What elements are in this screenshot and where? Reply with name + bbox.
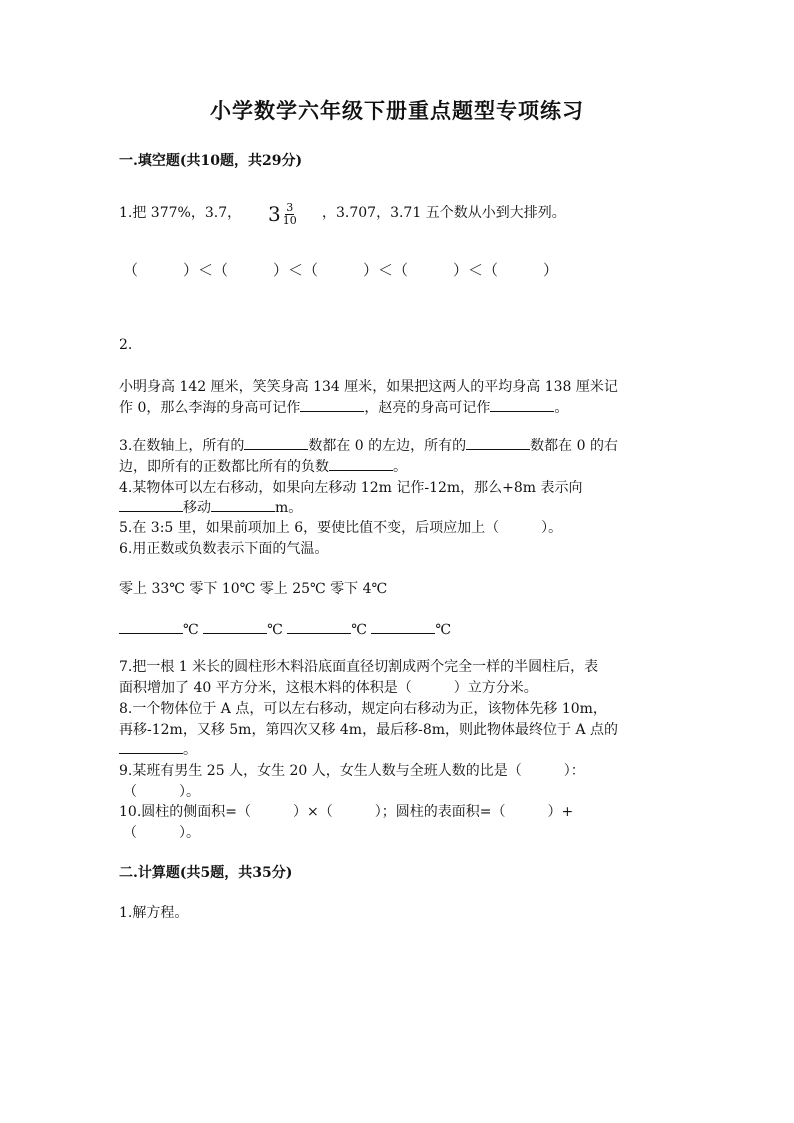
answer-blank[interactable]	[371, 619, 435, 634]
answer-blank[interactable]	[300, 397, 364, 412]
section-heading-fill-in: 一.填空题(共10题，共29分)	[119, 153, 303, 169]
question-6: 6.用正数或负数表示下面的气温。	[119, 541, 329, 557]
question-10-line-2: （ ）。	[123, 825, 200, 841]
page-title: 小学数学六年级下册重点题型专项练习	[210, 98, 584, 123]
answer-blank[interactable]	[211, 497, 275, 512]
question-6-temperatures: 零上 33℃ 零下 10℃ 零上 25℃ 零下 4℃	[119, 581, 388, 597]
question-3-text-e: 。	[393, 459, 407, 475]
celsius-unit: ℃	[183, 622, 199, 638]
question-8-line-3	[119, 739, 197, 759]
question-3-text-d: 边，即所有的正数都比所有的负数	[119, 459, 329, 475]
question-3-line-1	[119, 435, 618, 455]
answer-blank[interactable]	[244, 435, 308, 450]
answer-blank[interactable]	[466, 435, 530, 450]
question-9-line-2: （ ）。	[123, 784, 200, 800]
celsius-unit: ℃	[267, 622, 283, 638]
question-3-line-2	[119, 456, 407, 476]
question-4-text-b: m。	[275, 500, 303, 516]
celsius-unit: ℃	[435, 622, 452, 638]
answer-blank[interactable]	[490, 397, 554, 412]
question-2-text-c: 。	[554, 400, 569, 416]
question-6-answers	[119, 619, 451, 638]
question-5: 5.在 3:5 里，如果前项加上 6，要使比值不变，后项应加上（ ）。	[119, 520, 563, 536]
section-heading-calculation: 二.计算题(共5题，共35分)	[119, 865, 293, 881]
question-8-line-1: 8.一个物体位于 A 点，可以左右移动，规定向右移动为正，该物体先移 10m，	[119, 701, 607, 717]
question-1-ordering: （ ）＜（ ）＜（ ）＜（ ）＜（ ）	[123, 261, 559, 279]
answer-blank[interactable]	[329, 456, 393, 471]
celsius-unit: ℃	[351, 622, 367, 638]
question-1-before: 1.把 377%，3.7，	[119, 205, 242, 221]
question-9-line-1: 9.某班有男生 25 人，女生 20 人，女生人数与全班人数的比是（ ）：	[119, 763, 585, 779]
answer-blank[interactable]	[203, 619, 267, 634]
fraction-whole: 3	[268, 202, 281, 226]
fraction	[283, 202, 297, 227]
question-8-text-end: 。	[183, 742, 197, 758]
answer-blank[interactable]	[287, 619, 351, 634]
question-4-text-a: 移动	[183, 500, 211, 516]
question-3-text-a: 3.在数轴上，所有的	[119, 438, 245, 454]
question-4-line-1: 4.某物体可以左右移动，如果向左移动 12m 记作-12m，那么+8m 表示向	[119, 480, 583, 496]
question-10-line-1: 10.圆柱的侧面积=（ ）×（ ）；圆柱的表面积=（ ）+	[119, 804, 574, 820]
answer-blank[interactable]	[119, 619, 183, 634]
question-8-line-2: 再移-12m，又移 5m，第四次又移 4m，最后移-8m，则此物体最终位于 A 点的	[119, 722, 619, 738]
question-2-text-a: 作 0，那么李海的身高可记作	[119, 400, 301, 416]
question-2-line-1: 小明身高 142 厘米，笑笑身高 134 厘米，如果把这两人的平均身高 138 厘米记	[119, 379, 618, 395]
fraction-denominator: 10	[282, 213, 297, 227]
question-4-line-2	[119, 497, 302, 517]
question-7-line-1: 7.把一根 1 米长的圆柱形木料沿底面直径切割成两个完全一样的半圆柱后，表	[119, 659, 599, 675]
question-2-line-2	[119, 397, 568, 417]
fraction-numerator: 3	[286, 200, 294, 214]
question-2-number: 2.	[119, 337, 133, 353]
question-3-text-c: 数都在 0 的右	[530, 438, 618, 454]
mixed-fraction	[268, 198, 297, 230]
question-2-text-b: ，赵亮的身高可记作	[364, 400, 491, 416]
answer-blank[interactable]	[119, 497, 183, 512]
answer-blank[interactable]	[119, 739, 183, 754]
question-1-after: ，3.707，3.71 五个数从小到大排列。	[322, 205, 566, 221]
calc-question-1: 1.解方程。	[119, 905, 189, 921]
question-7-line-2: 面积增加了 40 平方分米，这根木料的体积是（ ）立方分米。	[119, 680, 538, 696]
question-3-text-b: 数都在 0 的左边，所有的	[308, 438, 467, 454]
